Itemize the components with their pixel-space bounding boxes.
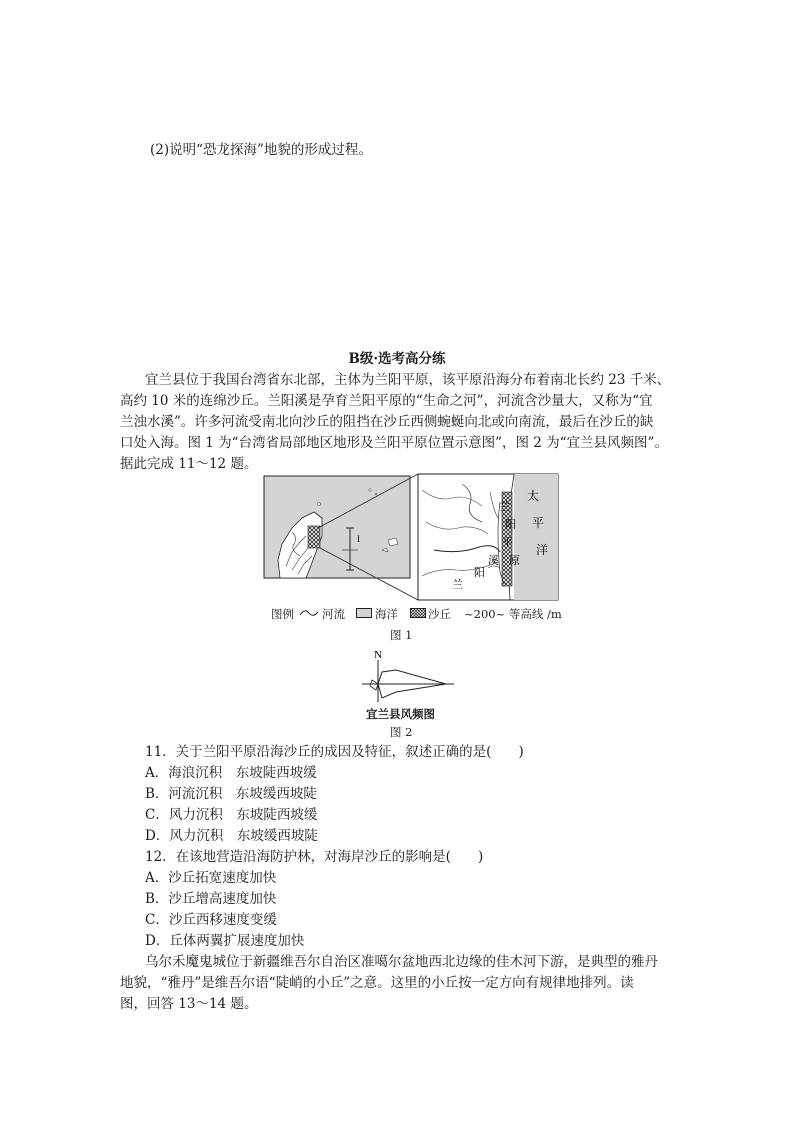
passage-1-line: 据此完成 11～12 题。 — [120, 456, 258, 472]
legend-river-symbol — [299, 608, 319, 618]
legend-dune-symbol — [410, 608, 426, 618]
figure-1-caption: 图 1 — [390, 628, 413, 642]
question-11-option: C．风力沉积 东坡陡西坡缓 — [145, 807, 318, 823]
passage-1-line: 高约 10 米的连绵沙丘。兰阳溪是孕育兰阳平原的“生命之河”，河流含沙量大，又称为“宜 — [120, 393, 653, 409]
label-pacific-3: 洋 — [536, 543, 549, 557]
legend-ocean-symbol — [356, 608, 372, 618]
overview-map — [264, 476, 410, 578]
label-plain-2: 阳 — [505, 519, 516, 531]
label-plain-1: 兰 — [499, 501, 510, 513]
label-plain-4: 原 — [509, 555, 520, 567]
question-12-stem: 12．在该地营造沿海防护林，对海岸沙丘的影响是( ) — [145, 849, 484, 865]
passage-2-line: 地貌，“雅丹”是维吾尔语“陡峭的小丘”之意。这里的小丘按一定方向有规律地排列。读 — [120, 975, 634, 991]
passage-1-line: 兰浊水溪”。许多河流受南北向沙丘的阻挡在沙丘西侧蜿蜒向北或向南流，最后在沙丘的缺 — [120, 414, 654, 430]
passage-2-line: 图，回答 13～14 题。 — [120, 996, 258, 1012]
question-2-text: (2)说明“恐龙探海”地貌的形成过程。 — [150, 142, 372, 158]
question-12-option: B．沙丘增高速度加快 — [145, 891, 277, 907]
passage-2-line: 乌尔禾魔鬼城位于新疆维吾尔自治区准噶尔盆地西北边缘的佳木河下游，是典型的雅丹 — [145, 954, 658, 970]
marker-label: I — [357, 534, 360, 544]
detail-map — [418, 474, 558, 600]
legend-river: 河流 — [322, 607, 345, 621]
label-river-1: 兰 — [452, 579, 463, 591]
north-label: N — [374, 649, 382, 661]
legend-contour: ~200~ 等高线 /m — [464, 607, 562, 621]
legend-dune: 沙丘 — [428, 607, 451, 621]
figure-2-wind-rose — [358, 646, 458, 704]
question-12-option: C．沙丘西移速度变缓 — [145, 912, 277, 928]
question-11-option: B．河流沉积 东坡缓西坡陡 — [145, 786, 317, 802]
section-title: B级·选考高分练 — [348, 351, 446, 367]
question-12-option: D．丘体两翼扩展速度加快 — [145, 933, 305, 949]
question-11-stem: 11．关于兰阳平原沿海沙丘的成因及特征，叙述正确的是( ) — [145, 744, 524, 760]
label-pacific-2: 平 — [532, 516, 545, 530]
question-12-option: A．沙丘拓宽速度加快 — [145, 870, 277, 886]
figure-1-map — [262, 472, 562, 604]
legend-ocean: 海洋 — [375, 607, 398, 621]
question-11-option: A．海浪沉积 东坡陡西坡缓 — [145, 765, 317, 781]
label-river-3: 溪 — [488, 555, 499, 567]
passage-1-line: 宜兰县位于我国台湾省东北部，主体为兰阳平原，该平原沿海分布着南北长约 23 千米、 — [145, 372, 671, 388]
label-plain-3: 平 — [502, 537, 513, 549]
passage-1-line: 口处入海。图 1 为“台湾省局部地区地形及兰阳平原位置示意图”，图 2 为“宜兰县风频图”。 — [120, 435, 668, 451]
figure-2-caption: 图 2 — [390, 725, 413, 739]
label-river-2: 阳 — [474, 567, 485, 579]
figure-2-title: 宜兰县风频图 — [366, 707, 435, 721]
question-11-option: D．风力沉积 东坡缓西坡陡 — [145, 828, 318, 844]
label-pacific-1: 太 — [527, 489, 540, 503]
legend-title: 图例 — [271, 607, 294, 621]
